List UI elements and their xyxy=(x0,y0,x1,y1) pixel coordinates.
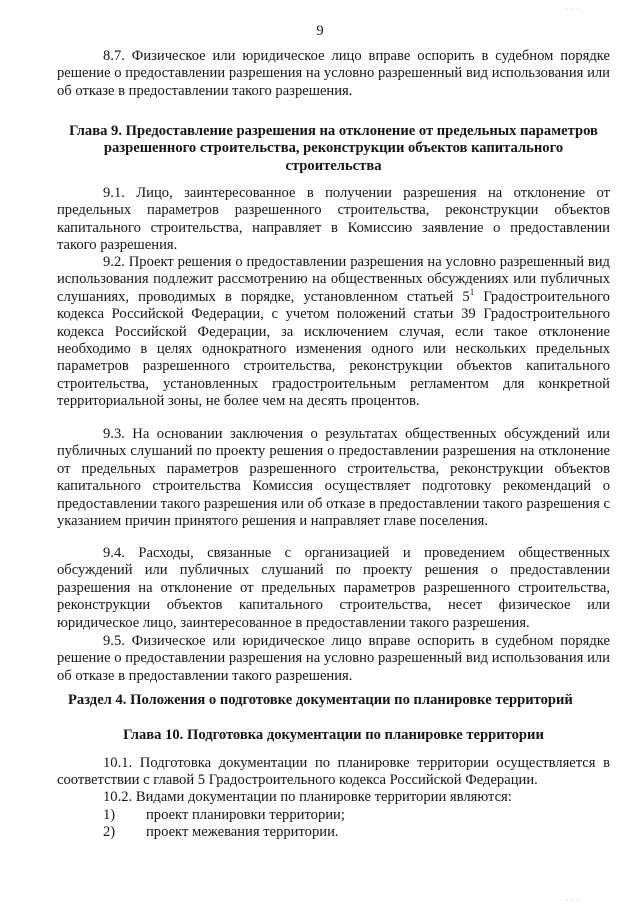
page-number: 9 xyxy=(316,23,324,39)
list-item xyxy=(103,824,603,841)
article-superscript: 1 xyxy=(469,286,475,297)
paragraph-10-2: 10.2. Видами документации по планировке территории являются: xyxy=(103,789,512,805)
chapter-9-title: Глава 9. Предоставление разрешения на отклонение от предельных параметров разрешенного строительства, реконструкции объектов капитального строительства xyxy=(69,123,598,174)
list-item-number: 2) xyxy=(103,824,116,841)
paragraph-9-3: 9.3. На основании заключения о результатах общественных обсуждений или публичных слушаний по проекту решения о предоставлении разрешения на отклонение от предельных параметров разрешенного строительства, реконструкции объектов капитального строительства Комиссия осуществляет подготовку рекомендаций о предоставлении такого разрешения или об отказе в предоставлении такого разрешения с указанием причин принятого решения и направляет главе поселения. xyxy=(57,426,610,530)
list-item-text: проект межевания территории. xyxy=(146,824,339,841)
list-item xyxy=(103,807,603,824)
scan-mark: · · · xyxy=(566,898,580,904)
paragraph-8-7: 8.7. Физическое или юридическое лицо вправе оспорить в судебном порядке решение о предоставлении разрешения на условно разрешенный вид использования или об отказе в предоставлении такого разрешения. xyxy=(57,48,610,99)
list-item-number: 1) xyxy=(103,807,116,823)
paragraph-9-1: 9.1. Лицо, заинтересованное в получении разрешения на отклонение от предельных параметров разрешенного строительства, реконструкции объектов капитального строительства, направляет в Комиссию заявление о предоставлении такого разрешения. xyxy=(57,185,610,254)
paragraph-9-4: 9.4. Расходы, связанные с организацией и проведением общественных обсуждений или публичных слушаний по проекту решения о предоставлении разрешения на отклонение от предельных параметров разрешенного строительства, реконструкции объектов капитального строительства, несет физическое или юридическое лицо, заинтересованное в предоставлении такого разрешения. xyxy=(57,545,610,631)
section-4-title: Раздел 4. Положения о подготовке документации по планировке территорий xyxy=(68,692,573,708)
paragraph-9-2-text-a: 9.2. Проект решения о предоставлении разрешения на условно разрешенный вид использования подлежит рассмотрению на общественных обсуждениях или публичных слушаниях, проводимых в порядке, установленном статьей 5 xyxy=(57,254,610,305)
paragraph-9-2-text-b: Градостроительного кодекса Российской Федерации, с учетом положений статьи 39 Градостроительного кодекса Российской Федерации, за исключением случая, если такое отклонение необходимо в целях однократного изменения одного или нескольких предельных параметров разрешенного строительства, реконструкции объектов капитального строительства, установленных градостроительным регламентом для конкретной территориальной зоны, не более чем на десять процентов. xyxy=(57,288,610,410)
paragraph-10-1: 10.1. Подготовка документации по планировке территории осуществляется в соответствии с главой 5 Градостроительного кодекса Российской Федерации. xyxy=(57,755,610,789)
documentation-list xyxy=(103,807,603,842)
scan-mark: · · · xyxy=(566,6,580,12)
list-item-text: проект планировки территории; xyxy=(146,807,345,823)
chapter-10-title: Глава 10. Подготовка документации по планировке территории xyxy=(123,727,544,743)
paragraph-9-5: 9.5. Физическое или юридическое лицо вправе оспорить в судебном порядке решение о предоставлении разрешения на условно разрешенный вид использования или об отказе в предоставлении такого разрешения. xyxy=(57,633,610,684)
paragraph-9-2 xyxy=(57,254,610,411)
